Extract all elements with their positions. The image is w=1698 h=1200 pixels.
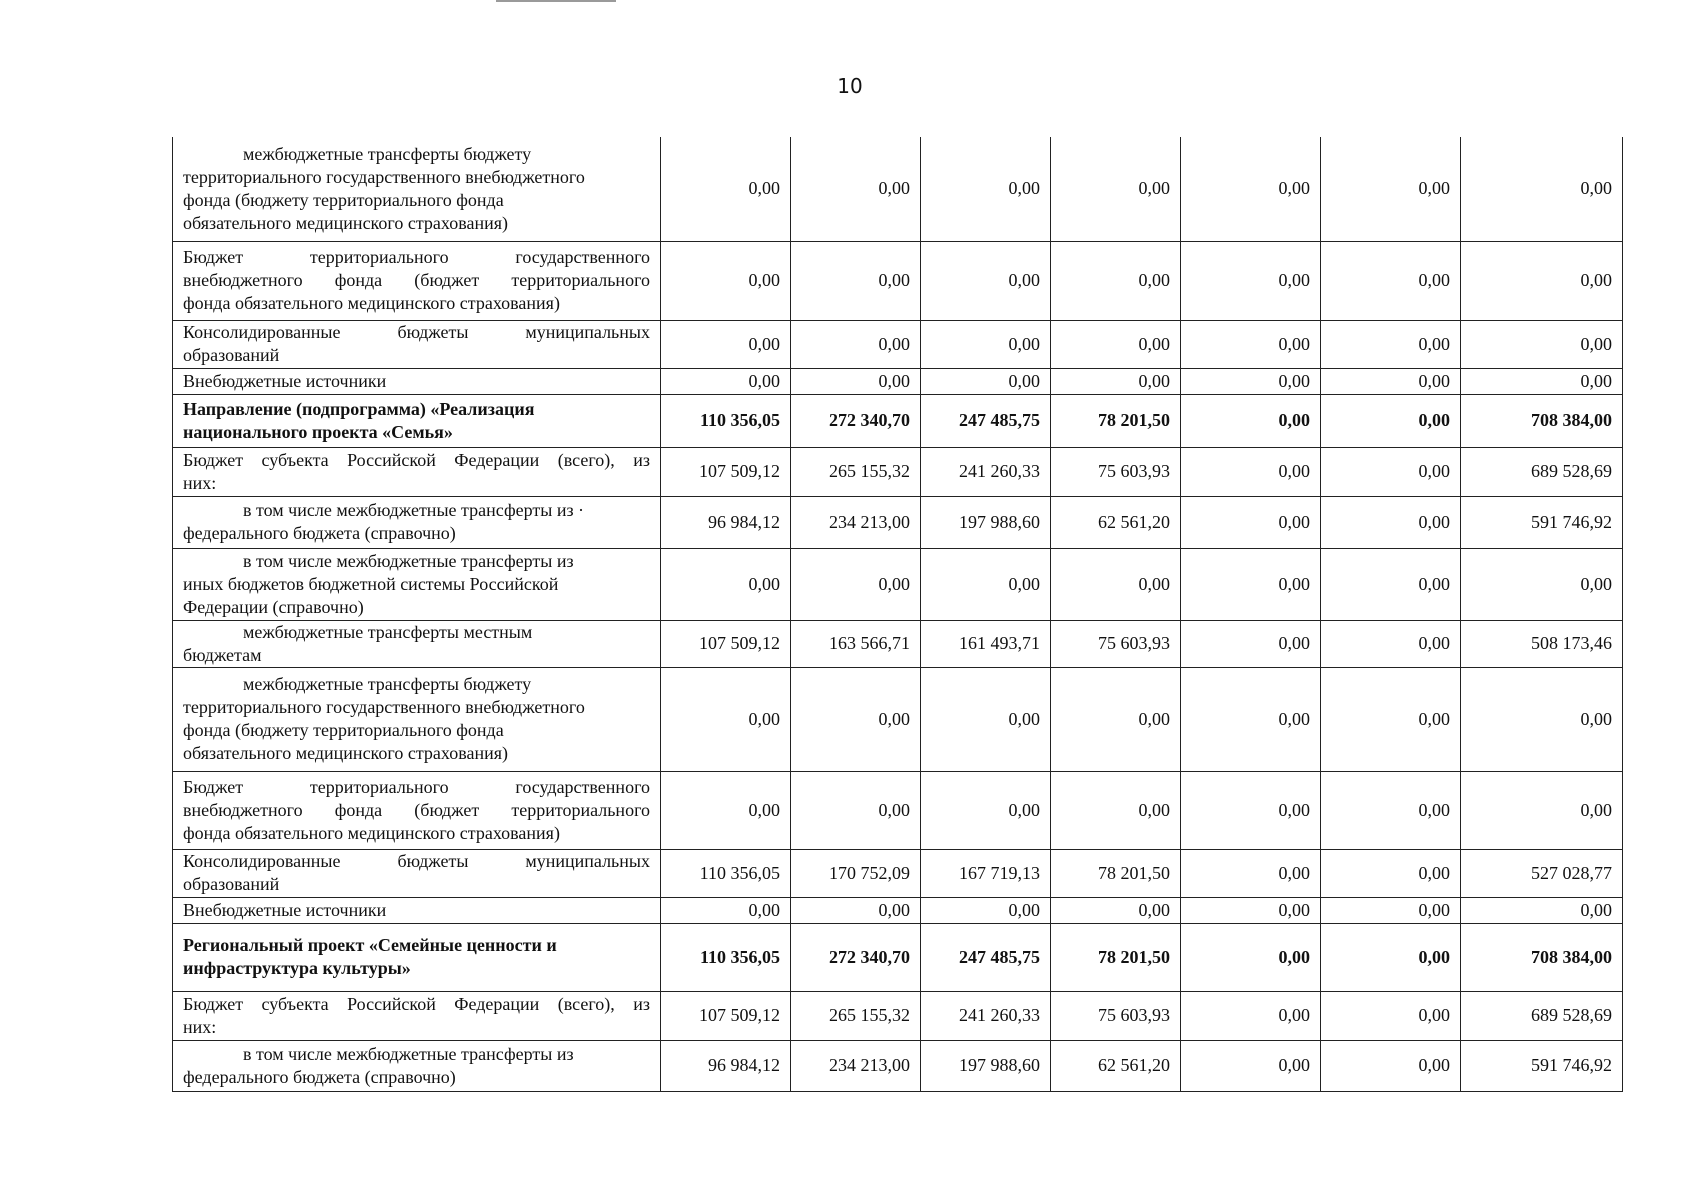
value-cell: 0,00 <box>1461 771 1623 849</box>
value-cell: 708 384,00 <box>1461 923 1623 991</box>
table-row <box>173 1040 1623 1091</box>
value-cell: 75 603,93 <box>1051 991 1181 1040</box>
value-cell: 0,00 <box>661 241 791 320</box>
value-cell: 0,00 <box>791 548 921 620</box>
value-cell: 247 485,75 <box>921 394 1051 447</box>
value-cell: 0,00 <box>1461 320 1623 368</box>
row-label <box>173 923 661 991</box>
value-cell: 708 384,00 <box>1461 394 1623 447</box>
row-label <box>173 320 661 368</box>
value-cell: 0,00 <box>1181 991 1321 1040</box>
table-row <box>173 849 1623 897</box>
value-cell: 0,00 <box>1181 241 1321 320</box>
value-cell: 234 213,00 <box>791 1040 921 1091</box>
value-cell: 0,00 <box>791 667 921 771</box>
value-cell: 0,00 <box>921 320 1051 368</box>
value-cell: 110 356,05 <box>661 849 791 897</box>
value-cell: 110 356,05 <box>661 394 791 447</box>
value-cell: 0,00 <box>1321 496 1461 548</box>
row-label <box>173 368 661 394</box>
value-cell: 161 493,71 <box>921 620 1051 667</box>
table-row <box>173 447 1623 496</box>
value-cell: 0,00 <box>1321 368 1461 394</box>
value-cell: 0,00 <box>1321 548 1461 620</box>
value-cell: 265 155,32 <box>791 991 921 1040</box>
row-label <box>173 667 661 771</box>
value-cell: 0,00 <box>1461 368 1623 394</box>
value-cell: 78 201,50 <box>1051 923 1181 991</box>
row-label-line: обязательного медицинского страхования) <box>183 743 508 763</box>
value-cell: 689 528,69 <box>1461 991 1623 1040</box>
table-row <box>173 771 1623 849</box>
value-cell: 0,00 <box>1181 447 1321 496</box>
value-cell: 0,00 <box>921 667 1051 771</box>
value-cell: 197 988,60 <box>921 1040 1051 1091</box>
value-cell: 0,00 <box>1321 620 1461 667</box>
row-label-line: Внебюджетные источники <box>183 370 387 391</box>
row-label <box>173 137 661 241</box>
value-cell: 241 260,33 <box>921 447 1051 496</box>
value-cell: 0,00 <box>921 771 1051 849</box>
row-label-line: Направление (подпрограмма) «Реализация <box>183 398 535 419</box>
value-cell: 0,00 <box>1461 548 1623 620</box>
value-cell: 75 603,93 <box>1051 447 1181 496</box>
value-cell: 241 260,33 <box>921 991 1051 1040</box>
row-label-line: внебюджетного фонда (бюджет территориального <box>183 270 650 290</box>
value-cell: 591 746,92 <box>1461 496 1623 548</box>
table-row <box>173 320 1623 368</box>
value-cell: 0,00 <box>1321 241 1461 320</box>
row-label-line: Бюджет субъекта Российской Федерации (всего), из <box>183 993 650 1014</box>
value-cell: 0,00 <box>1321 667 1461 771</box>
row-label-line: фонда (бюджету территориального фонда <box>183 189 504 210</box>
value-cell: 0,00 <box>1051 897 1181 923</box>
value-cell: 265 155,32 <box>791 447 921 496</box>
value-cell: 0,00 <box>1181 771 1321 849</box>
value-cell: 0,00 <box>791 897 921 923</box>
row-label <box>173 394 661 447</box>
value-cell: 0,00 <box>661 137 791 241</box>
value-cell: 163 566,71 <box>791 620 921 667</box>
value-cell: 0,00 <box>1321 771 1461 849</box>
table-row <box>173 620 1623 667</box>
value-cell: 0,00 <box>1181 548 1321 620</box>
value-cell: 0,00 <box>1181 923 1321 991</box>
value-cell: 0,00 <box>791 137 921 241</box>
row-label-line: Региональный проект «Семейные ценности и <box>183 935 557 955</box>
value-cell: 0,00 <box>1051 241 1181 320</box>
value-cell: 75 603,93 <box>1051 620 1181 667</box>
value-cell: 0,00 <box>791 771 921 849</box>
row-label-line: них: <box>183 1016 217 1037</box>
row-label-line: Бюджет субъекта Российской Федерации (всего), из <box>183 449 650 470</box>
value-cell: 0,00 <box>1051 667 1181 771</box>
value-cell: 0,00 <box>921 368 1051 394</box>
value-cell: 0,00 <box>791 320 921 368</box>
row-label-line: Бюджет территориального государственного <box>183 247 650 267</box>
value-cell: 0,00 <box>921 897 1051 923</box>
row-label-line: территориального государственного внебюджетного <box>183 697 585 717</box>
value-cell: 0,00 <box>1181 137 1321 241</box>
value-cell: 0,00 <box>1321 897 1461 923</box>
row-label-line: Бюджет территориального государственного <box>183 776 650 797</box>
value-cell: 247 485,75 <box>921 923 1051 991</box>
value-cell: 0,00 <box>1461 241 1623 320</box>
row-label <box>173 241 661 320</box>
row-label <box>173 548 661 620</box>
row-label-line: межбюджетные трансферты бюджету <box>243 674 532 694</box>
row-label-line: межбюджетные трансферты бюджету <box>243 143 532 164</box>
value-cell: 0,00 <box>791 241 921 320</box>
value-cell: 0,00 <box>791 368 921 394</box>
value-cell: 0,00 <box>1321 991 1461 1040</box>
value-cell: 0,00 <box>1181 897 1321 923</box>
value-cell: 170 752,09 <box>791 849 921 897</box>
value-cell: 0,00 <box>1181 394 1321 447</box>
value-cell: 0,00 <box>661 897 791 923</box>
value-cell: 527 028,77 <box>1461 849 1623 897</box>
value-cell: 0,00 <box>1051 771 1181 849</box>
value-cell: 0,00 <box>1181 849 1321 897</box>
value-cell: 0,00 <box>1461 897 1623 923</box>
value-cell: 0,00 <box>1321 849 1461 897</box>
row-label-line: фонда (бюджету территориального фонда <box>183 720 504 740</box>
table-row <box>173 241 1623 320</box>
row-label <box>173 1040 661 1091</box>
value-cell: 0,00 <box>1321 394 1461 447</box>
row-label <box>173 897 661 923</box>
value-cell: 0,00 <box>921 548 1051 620</box>
value-cell: 107 509,12 <box>661 447 791 496</box>
value-cell: 107 509,12 <box>661 620 791 667</box>
row-label-line: фонда обязательного медицинского страхования) <box>183 293 560 313</box>
value-cell: 0,00 <box>661 667 791 771</box>
value-cell: 0,00 <box>1181 1040 1321 1091</box>
budget-table <box>172 137 1623 1092</box>
value-cell: 0,00 <box>1051 368 1181 394</box>
row-label-line: территориального государственного внебюджетного <box>183 166 585 187</box>
row-label-line: в том числе межбюджетные трансферты из <box>243 550 574 571</box>
value-cell: 0,00 <box>1321 137 1461 241</box>
row-label <box>173 620 661 667</box>
value-cell: 0,00 <box>1321 1040 1461 1091</box>
value-cell: 272 340,70 <box>791 923 921 991</box>
row-label <box>173 849 661 897</box>
value-cell: 0,00 <box>1051 137 1181 241</box>
value-cell: 0,00 <box>1181 667 1321 771</box>
row-label-line: федерального бюджета (справочно) <box>183 523 456 543</box>
value-cell: 0,00 <box>1321 447 1461 496</box>
value-cell: 272 340,70 <box>791 394 921 447</box>
row-label-line: национального проекта «Семья» <box>183 421 453 442</box>
value-cell: 234 213,00 <box>791 496 921 548</box>
value-cell: 0,00 <box>1181 368 1321 394</box>
row-label-line: Федерации (справочно) <box>183 596 364 617</box>
value-cell: 0,00 <box>661 771 791 849</box>
table-row <box>173 496 1623 548</box>
value-cell: 0,00 <box>1181 620 1321 667</box>
row-label-line: Консолидированные бюджеты муниципальных <box>183 851 650 871</box>
row-label-line: Внебюджетные источники <box>183 899 387 920</box>
row-label-line: в том числе межбюджетные трансферты из · <box>243 500 585 520</box>
value-cell: 0,00 <box>1181 320 1321 368</box>
table-row <box>173 897 1623 923</box>
value-cell: 78 201,50 <box>1051 394 1181 447</box>
value-cell: 0,00 <box>1321 320 1461 368</box>
row-label-line: иных бюджетов бюджетной системы Российской <box>183 573 559 594</box>
value-cell: 110 356,05 <box>661 923 791 991</box>
value-cell: 0,00 <box>1461 667 1623 771</box>
value-cell: 0,00 <box>921 137 1051 241</box>
row-label <box>173 496 661 548</box>
row-label-line: фонда обязательного медицинского страхования) <box>183 822 560 843</box>
row-label-line: межбюджетные трансферты местным <box>243 621 533 642</box>
value-cell: 0,00 <box>1051 548 1181 620</box>
row-label-line: них: <box>183 472 217 493</box>
table-row <box>173 548 1623 620</box>
row-label-line: в том числе межбюджетные трансферты из <box>243 1043 574 1064</box>
value-cell: 107 509,12 <box>661 991 791 1040</box>
table-row <box>173 368 1623 394</box>
row-label <box>173 991 661 1040</box>
value-cell: 0,00 <box>921 241 1051 320</box>
row-label-line: обязательного медицинского страхования) <box>183 212 508 233</box>
budget-table-body <box>173 137 1623 1091</box>
value-cell: 0,00 <box>1461 137 1623 241</box>
row-label-line: федерального бюджета (справочно) <box>183 1066 456 1087</box>
row-label-line: образований <box>183 874 280 894</box>
table-row <box>173 923 1623 991</box>
value-cell: 96 984,12 <box>661 496 791 548</box>
value-cell: 0,00 <box>1051 320 1181 368</box>
row-label-line: инфраструктура культуры» <box>183 958 411 978</box>
value-cell: 0,00 <box>661 368 791 394</box>
value-cell: 508 173,46 <box>1461 620 1623 667</box>
value-cell: 591 746,92 <box>1461 1040 1623 1091</box>
row-label-line: Консолидированные бюджеты муниципальных <box>183 322 650 342</box>
table-row <box>173 991 1623 1040</box>
value-cell: 197 988,60 <box>921 496 1051 548</box>
row-label-line: образований <box>183 345 280 365</box>
value-cell: 0,00 <box>1181 496 1321 548</box>
value-cell: 0,00 <box>1321 923 1461 991</box>
row-label <box>173 771 661 849</box>
row-label-line: внебюджетного фонда (бюджет территориального <box>183 799 650 820</box>
table-row <box>173 667 1623 771</box>
table-row <box>173 137 1623 241</box>
value-cell: 0,00 <box>661 548 791 620</box>
value-cell: 167 719,13 <box>921 849 1051 897</box>
value-cell: 62 561,20 <box>1051 1040 1181 1091</box>
row-label <box>173 447 661 496</box>
table-row <box>173 394 1623 447</box>
value-cell: 689 528,69 <box>1461 447 1623 496</box>
value-cell: 96 984,12 <box>661 1040 791 1091</box>
row-label-line: бюджетам <box>183 644 262 665</box>
value-cell: 78 201,50 <box>1051 849 1181 897</box>
value-cell: 0,00 <box>661 320 791 368</box>
page-number: 10 <box>837 74 863 98</box>
top-edge-mark <box>496 0 616 2</box>
value-cell: 62 561,20 <box>1051 496 1181 548</box>
